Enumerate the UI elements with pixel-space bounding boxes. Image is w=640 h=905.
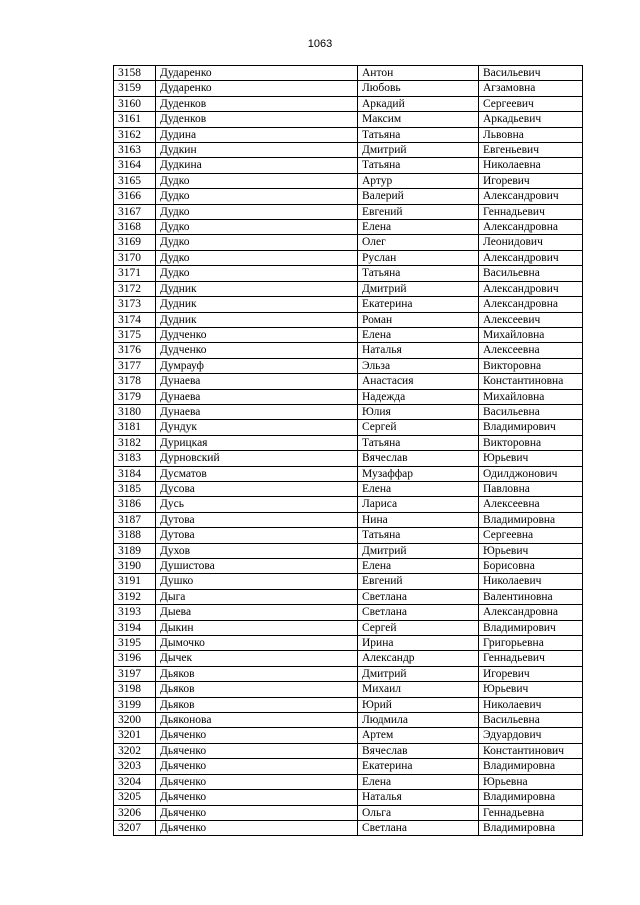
table-row (114, 435, 583, 450)
table-row (114, 358, 583, 373)
patronymic-cell: Юрьевич (479, 543, 583, 558)
row-number-cell: 3166 (114, 189, 156, 204)
table-row (114, 266, 583, 281)
row-number-cell: 3201 (114, 728, 156, 743)
patronymic-cell: Александрович (479, 250, 583, 265)
last-name-cell: Дымочко (156, 636, 358, 651)
roster-table (113, 65, 583, 836)
first-name-cell: Татьяна (358, 127, 479, 142)
table-row (114, 250, 583, 265)
row-number-cell: 3198 (114, 682, 156, 697)
last-name-cell: Дудкина (156, 158, 358, 173)
row-number-cell: 3186 (114, 497, 156, 512)
row-number-cell: 3197 (114, 666, 156, 681)
last-name-cell: Дуденков (156, 112, 358, 127)
last-name-cell: Дундук (156, 420, 358, 435)
patronymic-cell: Михайловна (479, 389, 583, 404)
patronymic-cell: Александрович (479, 189, 583, 204)
first-name-cell: Юрий (358, 697, 479, 712)
patronymic-cell: Евгеньевич (479, 143, 583, 158)
roster-body (114, 66, 583, 836)
last-name-cell: Душистова (156, 559, 358, 574)
table-row (114, 235, 583, 250)
patronymic-cell: Васильевна (479, 266, 583, 281)
first-name-cell: Наталья (358, 790, 479, 805)
last-name-cell: Дьяков (156, 666, 358, 681)
first-name-cell: Анастасия (358, 374, 479, 389)
first-name-cell: Елена (358, 481, 479, 496)
table-row (114, 497, 583, 512)
last-name-cell: Дудко (156, 220, 358, 235)
last-name-cell: Дудник (156, 312, 358, 327)
table-row (114, 189, 583, 204)
patronymic-cell: Павловна (479, 481, 583, 496)
last-name-cell: Дудко (156, 266, 358, 281)
first-name-cell: Сергей (358, 620, 479, 635)
last-name-cell: Дудко (156, 173, 358, 188)
row-number-cell: 3168 (114, 220, 156, 235)
row-number-cell: 3170 (114, 250, 156, 265)
last-name-cell: Дудко (156, 204, 358, 219)
table-row (114, 790, 583, 805)
first-name-cell: Екатерина (358, 297, 479, 312)
table-row (114, 481, 583, 496)
table-row (114, 81, 583, 96)
first-name-cell: Михаил (358, 682, 479, 697)
row-number-cell: 3174 (114, 312, 156, 327)
table-row (114, 451, 583, 466)
last-name-cell: Дусматов (156, 466, 358, 481)
table-row (114, 559, 583, 574)
last-name-cell: Дусова (156, 481, 358, 496)
last-name-cell: Дьяченко (156, 790, 358, 805)
last-name-cell: Дудник (156, 297, 358, 312)
first-name-cell: Надежда (358, 389, 479, 404)
table-row (114, 173, 583, 188)
last-name-cell: Духов (156, 543, 358, 558)
row-number-cell: 3204 (114, 774, 156, 789)
table-row (114, 605, 583, 620)
row-number-cell: 3172 (114, 281, 156, 296)
last-name-cell: Дыева (156, 605, 358, 620)
table-row (114, 636, 583, 651)
first-name-cell: Татьяна (358, 528, 479, 543)
patronymic-cell: Алексеевна (479, 343, 583, 358)
patronymic-cell: Александрович (479, 281, 583, 296)
table-row (114, 651, 583, 666)
first-name-cell: Наталья (358, 343, 479, 358)
last-name-cell: Дычек (156, 651, 358, 666)
last-name-cell: Дьяченко (156, 774, 358, 789)
last-name-cell: Дьяков (156, 697, 358, 712)
patronymic-cell: Александровна (479, 605, 583, 620)
first-name-cell: Ирина (358, 636, 479, 651)
row-number-cell: 3175 (114, 327, 156, 342)
first-name-cell: Сергей (358, 420, 479, 435)
first-name-cell: Артур (358, 173, 479, 188)
patronymic-cell: Юрьевич (479, 451, 583, 466)
last-name-cell: Дудко (156, 250, 358, 265)
patronymic-cell: Викторовна (479, 435, 583, 450)
table-row (114, 220, 583, 235)
first-name-cell: Екатерина (358, 759, 479, 774)
first-name-cell: Светлана (358, 589, 479, 604)
row-number-cell: 3162 (114, 127, 156, 142)
first-name-cell: Ольга (358, 805, 479, 820)
table-row (114, 543, 583, 558)
row-number-cell: 3183 (114, 451, 156, 466)
first-name-cell: Татьяна (358, 158, 479, 173)
row-number-cell: 3160 (114, 96, 156, 111)
row-number-cell: 3171 (114, 266, 156, 281)
last-name-cell: Дударенко (156, 66, 358, 81)
table-row (114, 466, 583, 481)
table-row (114, 389, 583, 404)
last-name-cell: Дыкин (156, 620, 358, 635)
table-row (114, 127, 583, 142)
last-name-cell: Дудченко (156, 327, 358, 342)
first-name-cell: Юлия (358, 404, 479, 419)
patronymic-cell: Агзамовна (479, 81, 583, 96)
last-name-cell: Дунаева (156, 404, 358, 419)
row-number-cell: 3206 (114, 805, 156, 820)
row-number-cell: 3181 (114, 420, 156, 435)
last-name-cell: Душко (156, 574, 358, 589)
row-number-cell: 3179 (114, 389, 156, 404)
patronymic-cell: Игоревич (479, 173, 583, 188)
first-name-cell: Роман (358, 312, 479, 327)
table-row (114, 374, 583, 389)
patronymic-cell: Эдуардович (479, 728, 583, 743)
first-name-cell: Татьяна (358, 266, 479, 281)
row-number-cell: 3158 (114, 66, 156, 81)
table-row (114, 312, 583, 327)
first-name-cell: Любовь (358, 81, 479, 96)
last-name-cell: Дурновский (156, 451, 358, 466)
row-number-cell: 3180 (114, 404, 156, 419)
table-row (114, 327, 583, 342)
table-row (114, 682, 583, 697)
row-number-cell: 3165 (114, 173, 156, 188)
row-number-cell: 3194 (114, 620, 156, 635)
row-number-cell: 3190 (114, 559, 156, 574)
first-name-cell: Евгений (358, 574, 479, 589)
row-number-cell: 3187 (114, 512, 156, 527)
row-number-cell: 3202 (114, 743, 156, 758)
first-name-cell: Валерий (358, 189, 479, 204)
table-row (114, 713, 583, 728)
table-row (114, 805, 583, 820)
patronymic-cell: Васильевна (479, 713, 583, 728)
patronymic-cell: Сергеевич (479, 96, 583, 111)
patronymic-cell: Владимировна (479, 759, 583, 774)
patronymic-cell: Константинович (479, 743, 583, 758)
patronymic-cell: Юрьевич (479, 682, 583, 697)
first-name-cell: Аркадий (358, 96, 479, 111)
row-number-cell: 3188 (114, 528, 156, 543)
first-name-cell: Олег (358, 235, 479, 250)
last-name-cell: Дудина (156, 127, 358, 142)
first-name-cell: Эльза (358, 358, 479, 373)
row-number-cell: 3176 (114, 343, 156, 358)
row-number-cell: 3173 (114, 297, 156, 312)
row-number-cell: 3185 (114, 481, 156, 496)
table-row (114, 158, 583, 173)
page-number: 1063 (307, 38, 333, 50)
row-number-cell: 3184 (114, 466, 156, 481)
table-row (114, 743, 583, 758)
table-row (114, 697, 583, 712)
last-name-cell: Дудко (156, 189, 358, 204)
patronymic-cell: Константиновна (479, 374, 583, 389)
table-row (114, 204, 583, 219)
table-row (114, 281, 583, 296)
table-row (114, 404, 583, 419)
row-number-cell: 3195 (114, 636, 156, 651)
patronymic-cell: Григорьевна (479, 636, 583, 651)
first-name-cell: Максим (358, 112, 479, 127)
first-name-cell: Вячеслав (358, 451, 479, 466)
table-row (114, 589, 583, 604)
patronymic-cell: Сергеевна (479, 528, 583, 543)
patronymic-cell: Игоревич (479, 666, 583, 681)
table-row (114, 759, 583, 774)
last-name-cell: Дудко (156, 235, 358, 250)
last-name-cell: Дутова (156, 512, 358, 527)
first-name-cell: Евгений (358, 204, 479, 219)
patronymic-cell: Александровна (479, 297, 583, 312)
first-name-cell: Елена (358, 774, 479, 789)
row-number-cell: 3161 (114, 112, 156, 127)
last-name-cell: Дунаева (156, 374, 358, 389)
patronymic-cell: Одилджонович (479, 466, 583, 481)
row-number-cell: 3200 (114, 713, 156, 728)
row-number-cell: 3163 (114, 143, 156, 158)
last-name-cell: Дыга (156, 589, 358, 604)
patronymic-cell: Леонидович (479, 235, 583, 250)
row-number-cell: 3159 (114, 81, 156, 96)
first-name-cell: Елена (358, 327, 479, 342)
table-row (114, 574, 583, 589)
last-name-cell: Дьяченко (156, 805, 358, 820)
table-row (114, 728, 583, 743)
table-row (114, 112, 583, 127)
table-row (114, 774, 583, 789)
patronymic-cell: Владимировна (479, 512, 583, 527)
patronymic-cell: Александровна (479, 220, 583, 235)
patronymic-cell: Борисовна (479, 559, 583, 574)
row-number-cell: 3164 (114, 158, 156, 173)
first-name-cell: Татьяна (358, 435, 479, 450)
row-number-cell: 3199 (114, 697, 156, 712)
patronymic-cell: Валентиновна (479, 589, 583, 604)
last-name-cell: Дудник (156, 281, 358, 296)
patronymic-cell: Владимировна (479, 820, 583, 835)
first-name-cell: Музаффар (358, 466, 479, 481)
last-name-cell: Думрауф (156, 358, 358, 373)
patronymic-cell: Владимирович (479, 620, 583, 635)
first-name-cell: Елена (358, 220, 479, 235)
table-row (114, 820, 583, 835)
patronymic-cell: Николаевна (479, 158, 583, 173)
last-name-cell: Дьяков (156, 682, 358, 697)
first-name-cell: Вячеслав (358, 743, 479, 758)
patronymic-cell: Васильевна (479, 404, 583, 419)
patronymic-cell: Васильевич (479, 66, 583, 81)
last-name-cell: Дутова (156, 528, 358, 543)
table-row (114, 96, 583, 111)
table-row (114, 143, 583, 158)
patronymic-cell: Аркадьевич (479, 112, 583, 127)
table-row (114, 420, 583, 435)
row-number-cell: 3191 (114, 574, 156, 589)
row-number-cell: 3189 (114, 543, 156, 558)
table-row (114, 528, 583, 543)
patronymic-cell: Геннадьевна (479, 805, 583, 820)
last-name-cell: Дударенко (156, 81, 358, 96)
last-name-cell: Дьяченко (156, 820, 358, 835)
last-name-cell: Дурицкая (156, 435, 358, 450)
table-row (114, 620, 583, 635)
patronymic-cell: Владимирович (479, 420, 583, 435)
first-name-cell: Светлана (358, 605, 479, 620)
row-number-cell: 3169 (114, 235, 156, 250)
first-name-cell: Руслан (358, 250, 479, 265)
last-name-cell: Дьяченко (156, 728, 358, 743)
first-name-cell: Людмила (358, 713, 479, 728)
patronymic-cell: Геннадьевич (479, 204, 583, 219)
last-name-cell: Дьяченко (156, 743, 358, 758)
first-name-cell: Светлана (358, 820, 479, 835)
patronymic-cell: Львовна (479, 127, 583, 142)
last-name-cell: Дудкин (156, 143, 358, 158)
patronymic-cell: Николаевич (479, 574, 583, 589)
patronymic-cell: Алексеевич (479, 312, 583, 327)
table-row (114, 512, 583, 527)
table-row (114, 297, 583, 312)
row-number-cell: 3203 (114, 759, 156, 774)
first-name-cell: Дмитрий (358, 281, 479, 296)
row-number-cell: 3196 (114, 651, 156, 666)
row-number-cell: 3193 (114, 605, 156, 620)
last-name-cell: Дудченко (156, 343, 358, 358)
patronymic-cell: Алексеевна (479, 497, 583, 512)
patronymic-cell: Владимировна (479, 790, 583, 805)
patronymic-cell: Геннадьевич (479, 651, 583, 666)
patronymic-cell: Юрьевна (479, 774, 583, 789)
row-number-cell: 3205 (114, 790, 156, 805)
patronymic-cell: Михайловна (479, 327, 583, 342)
last-name-cell: Дусь (156, 497, 358, 512)
row-number-cell: 3178 (114, 374, 156, 389)
row-number-cell: 3182 (114, 435, 156, 450)
first-name-cell: Нина (358, 512, 479, 527)
row-number-cell: 3167 (114, 204, 156, 219)
first-name-cell: Дмитрий (358, 666, 479, 681)
table-row (114, 666, 583, 681)
first-name-cell: Антон (358, 66, 479, 81)
patronymic-cell: Викторовна (479, 358, 583, 373)
row-number-cell: 3192 (114, 589, 156, 604)
last-name-cell: Дьяконова (156, 713, 358, 728)
patronymic-cell: Николаевич (479, 697, 583, 712)
first-name-cell: Лариса (358, 497, 479, 512)
first-name-cell: Дмитрий (358, 543, 479, 558)
last-name-cell: Дуденков (156, 96, 358, 111)
first-name-cell: Александр (358, 651, 479, 666)
row-number-cell: 3207 (114, 820, 156, 835)
first-name-cell: Артем (358, 728, 479, 743)
first-name-cell: Дмитрий (358, 143, 479, 158)
row-number-cell: 3177 (114, 358, 156, 373)
first-name-cell: Елена (358, 559, 479, 574)
table-row (114, 343, 583, 358)
last-name-cell: Дьяченко (156, 759, 358, 774)
table-row (114, 66, 583, 81)
last-name-cell: Дунаева (156, 389, 358, 404)
